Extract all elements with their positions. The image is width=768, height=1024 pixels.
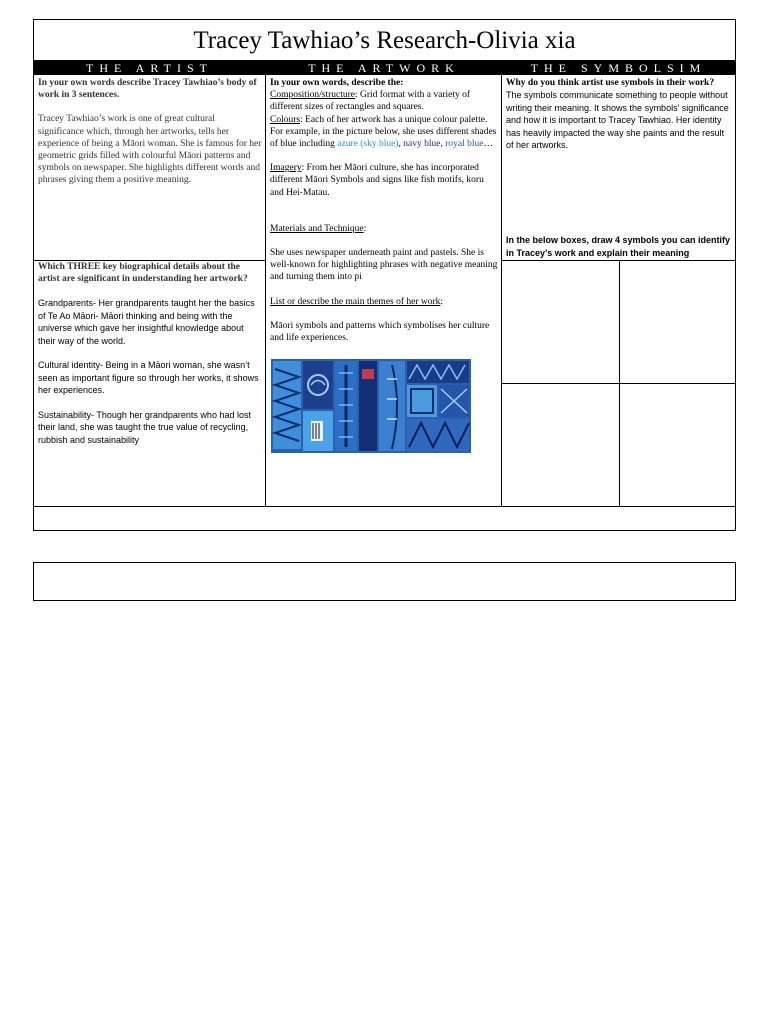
imagery-text: Imagery: From her Māori culture, she has incorporated different Māori Symbols and signs like fish motifs, koru and Hei-Matau. <box>270 163 484 198</box>
header-symbolism: THE SYMBOLSIM <box>530 61 707 75</box>
bio-detail-sustainability: Sustainability- Though her grandparents who had lost their land, she was taught the true value of recycling, rubbish and sustainability <box>38 409 251 445</box>
artwork-cell <box>270 77 499 344</box>
bio-detail-cultural-identity: Cultural identity- Being in a Māori woman, she wasn’t seen as important figure so through her works, it shows her experiences. <box>38 360 259 396</box>
materials-text: She uses newspaper underneath paint and pastels. She is well-known for highlighting phrases with negative meaning and turning them into pi <box>270 248 498 283</box>
themes-text: Māori symbols and patterns which symbolises her culture and life experiences. <box>270 320 490 344</box>
artist-answer-1: Tracey Tawhiao’s work is one of great cultural significance which, through her artworks, tells her experience of being a Māori woman. She is famous for her geometric grids filled with colourful Māori patterns and symbols on newspaper. She highlights different words and phrases giving them a positive meaning. <box>38 114 262 186</box>
divider-col1 <box>265 75 266 506</box>
symbolism-question: Why do you think artist use symbols in their work? <box>506 78 715 88</box>
page-title: Tracey Tawhiao’s Research-Olivia xia <box>193 27 576 54</box>
column-header-bar <box>34 61 735 75</box>
title-divider <box>34 60 735 61</box>
artist-question-2: Which THREE key biographical details about the artist are significant in understanding her artwork? <box>38 262 248 285</box>
artwork-question: In your own words, describe the: <box>270 78 404 88</box>
maori-pattern-artwork-icon <box>271 359 471 453</box>
header-artist: THE ARTIST <box>86 61 213 75</box>
composition-text: Composition/structure: Grid format with a variety of different sizes of rectangles and squares. <box>270 90 470 113</box>
divider-bottom-row <box>34 506 735 507</box>
artist-bio-cell <box>38 261 263 446</box>
symbol-box-3[interactable] <box>502 384 619 506</box>
header-artwork: THE ARTWORK <box>308 61 460 75</box>
artist-question-1: In your own words describe Tracey Tawhiao’s body of work in 3 sentences. <box>38 78 257 101</box>
empty-notes-box[interactable] <box>33 562 736 601</box>
artwork-image <box>271 359 471 453</box>
bio-detail-grandparents: Grandparents- Her grandparents taught her the basics of Te Ao Māori- Māori thinking and being with the universe which gave her insightful knowledge about their way of the world. <box>38 298 255 346</box>
symbolism-cell <box>506 77 732 152</box>
symbol-box-2[interactable] <box>620 261 735 383</box>
symbolism-answer: The symbols communicate something to people without writing their meaning. It shows the symbols' significance and how it is important to Tracey Tawhiao. Her identity has heavily impacted the way she paints and the result of her artworks. <box>506 90 729 151</box>
colours-text: Colours: Each of her artwork has a unique colour palette. For example, in the picture below, she uses different shades of blue including azure (sky blue), navy blue, royal blue… <box>270 114 497 150</box>
research-sheet <box>33 19 736 531</box>
symbol-box-4[interactable] <box>620 384 735 506</box>
themes-label: List or describe the main themes of her work: <box>270 296 444 307</box>
artist-cell <box>38 77 263 187</box>
materials-label: Materials and Technique: <box>270 223 367 234</box>
symbol-instruction: In the below boxes, draw 4 symbols you can identify in Tracey’s work and explain their meaning <box>506 235 731 258</box>
symbol-box-1[interactable] <box>502 261 619 383</box>
